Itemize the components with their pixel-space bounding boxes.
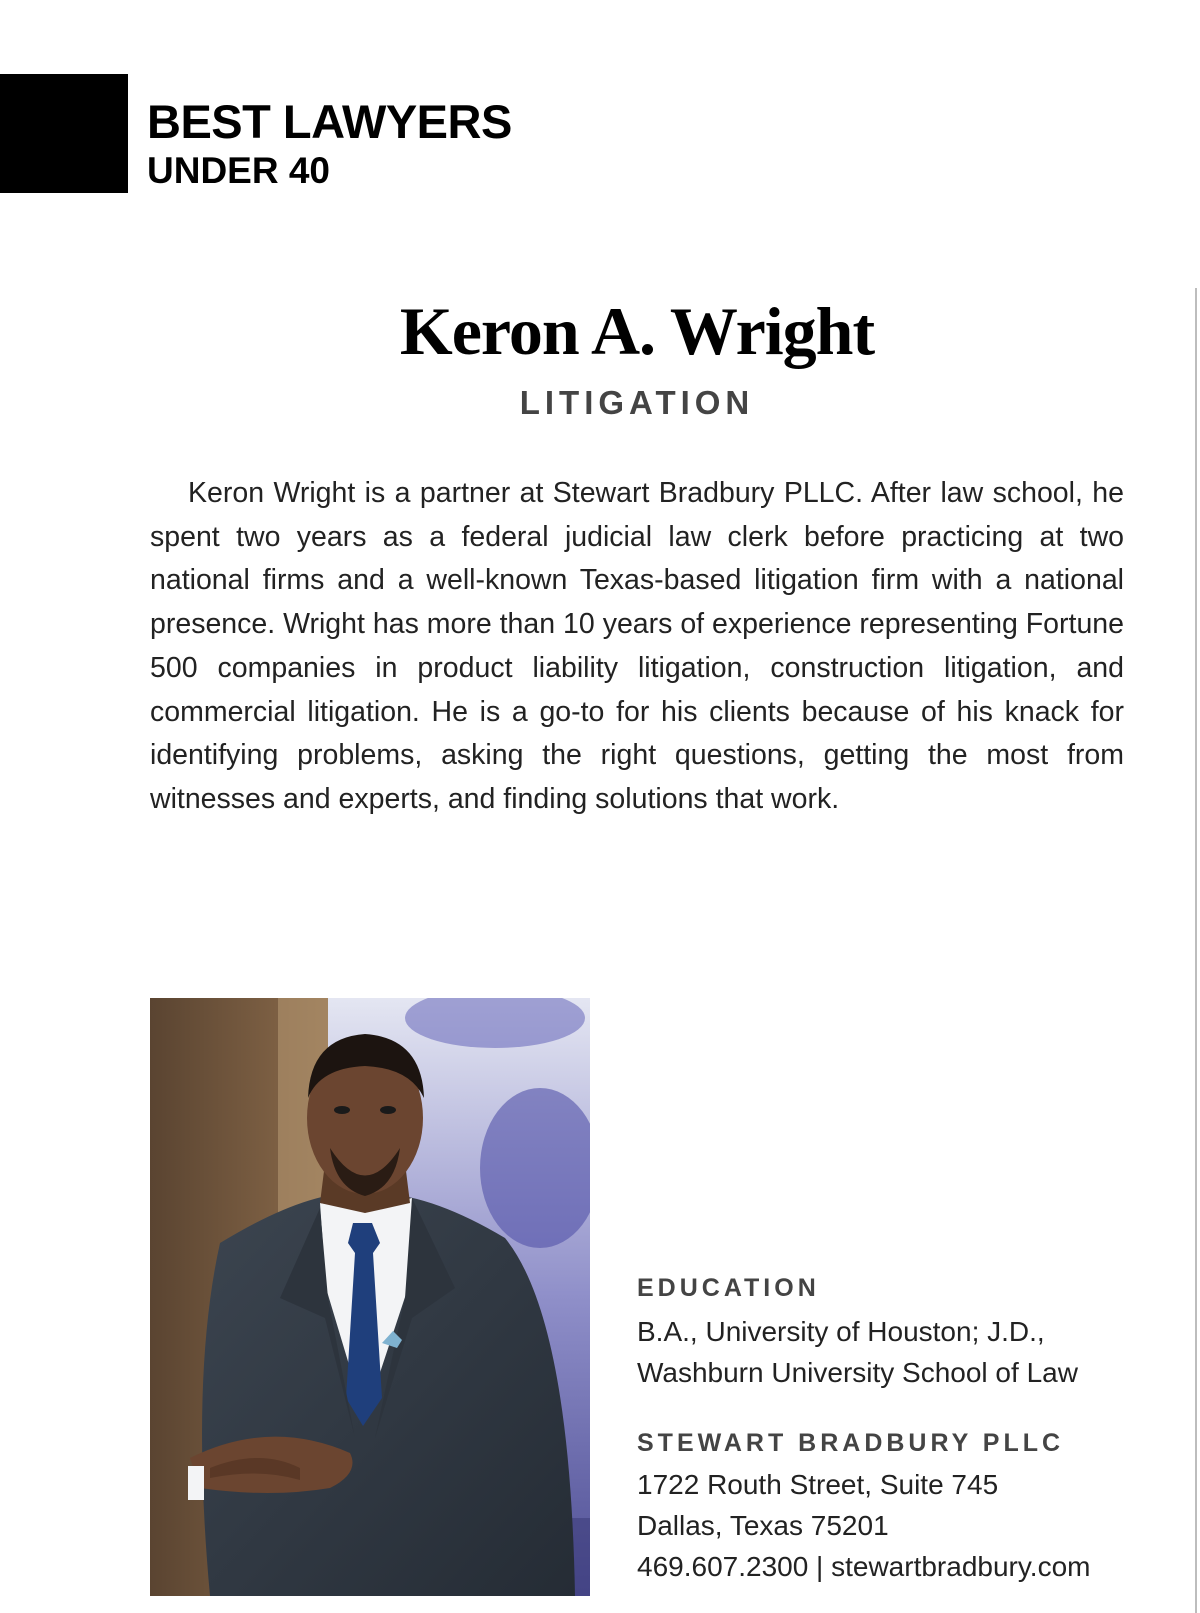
education-line: Washburn University School of Law (637, 1357, 1078, 1388)
contact-info (637, 1276, 1157, 1587)
education-line: B.A., University of Houston; J.D., (637, 1316, 1045, 1347)
section-subtitle: UNDER 40 (147, 150, 330, 191)
practice-area: LITIGATION (519, 384, 755, 421)
firm-address-line: 1722 Routh Street, Suite 745 (637, 1469, 999, 1500)
lawyer-name: Keron A. Wright (399, 293, 875, 369)
firm-city-line: Dallas, Texas 75201 (637, 1510, 889, 1541)
bio-paragraph: Keron Wright is a partner at Stewart Bradbury PLLC. After law school, he spent two years as a federal judicial law clerk before practicing at two national firms and a well-known Texas-based litigation firm with a national presence. Wright has more than 10 years of experience representing Fortune 500 companies in product liability litigation, construction litigation, and commercial litigation. He is a go-to for his clients because of his knack for identifying problems, asking the right questions, getting the most from witnesses and experts, and finding solutions that work. (150, 477, 1124, 815)
portrait-photo (150, 998, 590, 1596)
firm-heading: STEWART BRADBURY PLLC (637, 1429, 1065, 1457)
section-title: BEST LAWYERS (147, 95, 512, 148)
page-edge-rule (1195, 288, 1197, 1613)
education-heading: EDUCATION (637, 1274, 820, 1302)
firm-phone-web-line: 469.607.2300 | stewartbradbury.com (637, 1551, 1091, 1582)
header-black-block (0, 74, 128, 193)
